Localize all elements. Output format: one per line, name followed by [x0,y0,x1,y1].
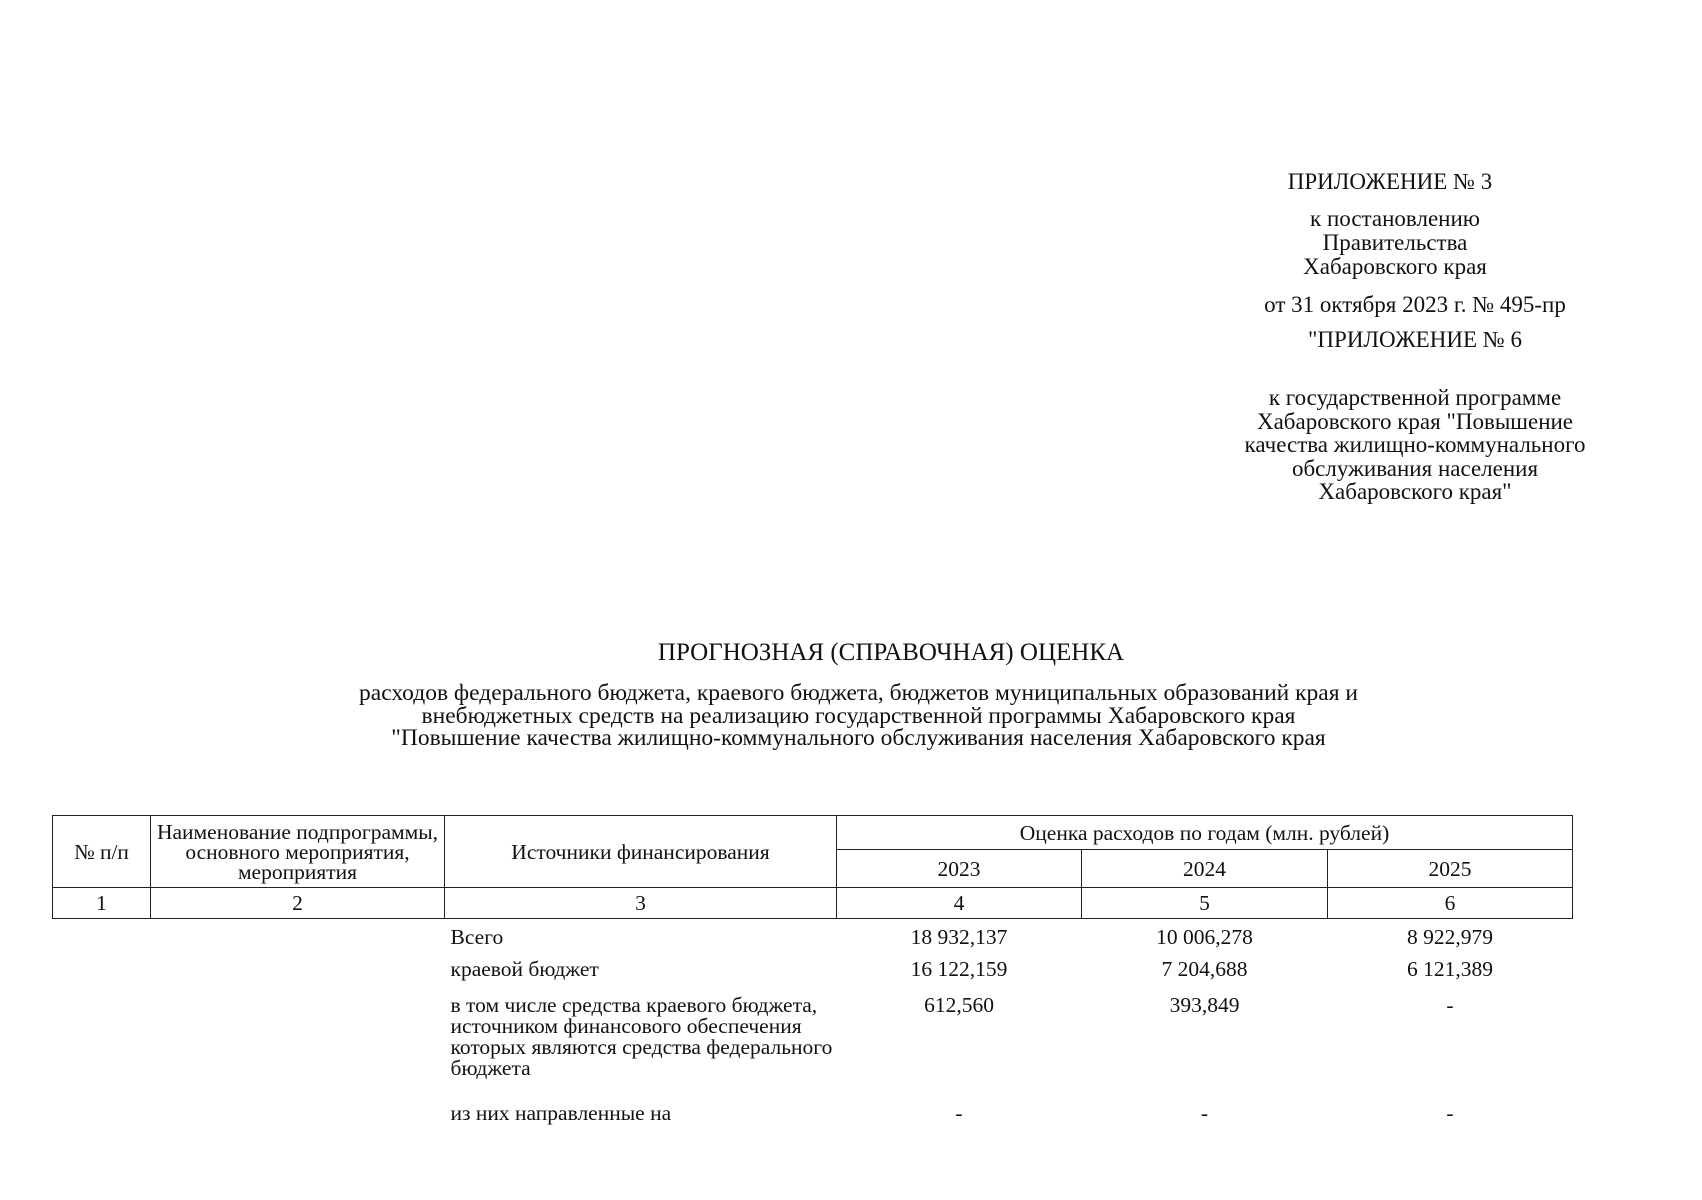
program-line: качества жилищно-коммунального [1244,432,1586,457]
row-value: 6 121,389 [1407,956,1494,981]
row-source: краевой бюджет [450,956,599,981]
subtitle-line: "Повышение качества жилищно-коммунального обслуживания населения Хабаровского края [391,725,1326,751]
table-row [53,959,1573,995]
row-value: 612,560 [924,992,994,1017]
row-value: 18 932,137 [910,925,1008,949]
row-source: в том числе средства краевого бюджета, источником финансового обеспечения которых являются средства федерального бюджета [450,992,833,1080]
table-row [53,919,1573,959]
decree-line: к постановлению [1310,206,1480,231]
header-year: 2024 [1082,850,1328,888]
decree-reference [1270,207,1520,279]
row-value: 7 204,688 [1161,956,1248,981]
subtitle-line: внебюджетных средств на реализацию государственной программы Хабаровского края [421,702,1296,729]
row-value: - [1200,1100,1209,1125]
column-index: 1 [53,888,151,919]
column-index: 2 [151,888,445,919]
row-value: 393,849 [1169,992,1240,1017]
decree-line: Хабаровского края [1303,254,1487,279]
column-index: 5 [1082,888,1328,919]
header-sources: Источники финансирования [445,816,837,888]
header-estimate: Оценка расходов по годам (млн. рублей) [837,816,1573,850]
document-title: ПРОГНОЗНАЯ (СПРАВОЧНАЯ) ОЦЕНКА [657,639,1125,666]
table-row [53,1103,1573,1133]
row-value: 16 122,159 [910,956,1008,981]
table-row [53,995,1573,1103]
decree-line: Правительства [1322,230,1468,255]
header-name: Наименование подпрограммы, основного мероприятия, мероприятия [151,816,445,888]
header-year: 2025 [1328,850,1573,888]
column-index: 3 [445,888,837,919]
decree-date: от 31 октября 2023 г. № 495-пр [1264,292,1566,317]
program-line: Хабаровского края "Повышение [1256,408,1574,434]
program-line: к государственной программе [1268,385,1562,410]
column-index-row [53,888,1573,919]
program-reference [1180,386,1650,504]
column-index: 4 [837,888,1082,919]
program-line: Хабаровского края" [1318,479,1512,504]
column-index: 6 [1328,888,1573,919]
subtitle-line: расходов федерального бюджета, краевого бюджета, бюджетов муниципальных образований края и [359,680,1358,706]
header-number: № п/п [53,816,151,888]
row-value: - [955,1100,963,1125]
header-year: 2023 [837,850,1082,888]
document-title-block [0,638,1702,750]
row-value: - [1446,1100,1454,1125]
row-value: - [1446,992,1454,1017]
appendix-6-label: "ПРИЛОЖЕНИЕ № 6 [1308,327,1522,352]
row-source: Всего [450,925,504,949]
row-value: 8 922,979 [1407,925,1494,949]
budget-estimate-table [52,815,1573,1133]
program-line: обслуживания населения [1291,455,1539,481]
row-value: 10 006,278 [1156,925,1253,949]
appendix-3-label: ПРИЛОЖЕНИЕ № 3 [1287,169,1493,194]
row-source: из них направленные на [450,1100,672,1125]
document-subtitle [15,682,1702,750]
